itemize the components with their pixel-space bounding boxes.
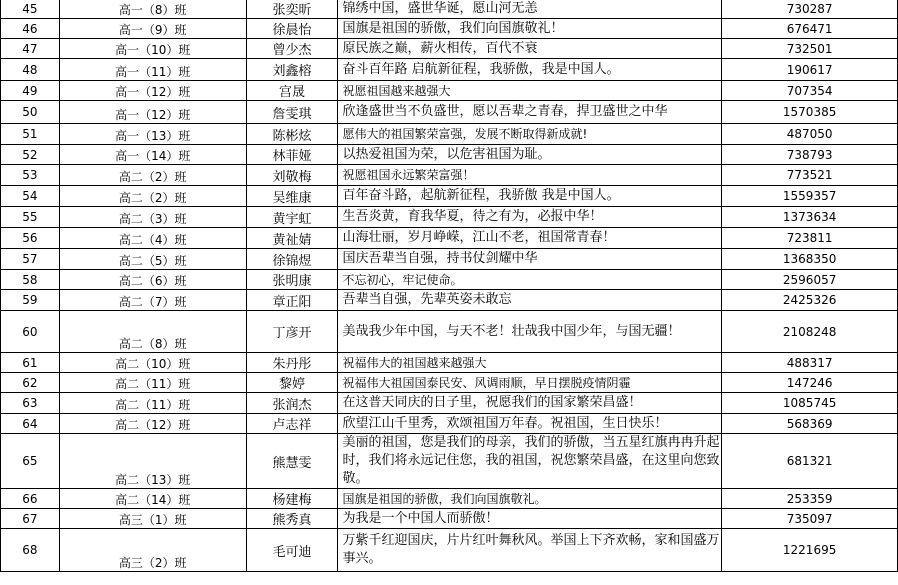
table-row bbox=[1, 59, 898, 81]
student-name: 刘鑫榕 bbox=[246, 59, 338, 81]
vote-count: 1368350 bbox=[722, 249, 898, 270]
greeting-message: 祝愿祖国永远繁荣富强！ bbox=[338, 165, 722, 186]
vote-count: 773521 bbox=[722, 165, 898, 186]
table-row bbox=[1, 489, 898, 509]
student-name: 章正阳 bbox=[246, 290, 338, 311]
row-number: 65 bbox=[1, 434, 60, 489]
row-number: 55 bbox=[1, 207, 60, 228]
vote-count: 1221695 bbox=[722, 529, 898, 572]
greeting-message: 祝愿祖国越来越强大 bbox=[338, 81, 722, 101]
student-name: 张润杰 bbox=[246, 393, 338, 414]
student-name: 丁彦开 bbox=[246, 311, 338, 353]
table-row bbox=[1, 165, 898, 186]
student-name: 卢志祥 bbox=[246, 414, 338, 434]
class-name: 高二（8）班 bbox=[59, 311, 246, 353]
vote-count: 2425326 bbox=[722, 290, 898, 311]
greeting-message: 祝福伟大的祖国越来越强大 bbox=[338, 353, 722, 373]
row-number: 52 bbox=[1, 145, 60, 165]
student-name: 吴维康 bbox=[246, 186, 338, 207]
table-row bbox=[1, 81, 898, 101]
vote-count: 488317 bbox=[722, 353, 898, 373]
vote-count: 1373634 bbox=[722, 207, 898, 228]
student-name: 黎婷 bbox=[246, 373, 338, 393]
student-name: 林菲娅 bbox=[246, 145, 338, 165]
vote-count: 732501 bbox=[722, 39, 898, 59]
class-name: 高一（12）班 bbox=[59, 81, 246, 101]
table-row bbox=[1, 373, 898, 393]
row-number: 53 bbox=[1, 165, 60, 186]
row-number: 59 bbox=[1, 290, 60, 311]
greeting-message: 原民族之巅，薪火相传，百代不衰 bbox=[338, 39, 722, 59]
vote-count: 147246 bbox=[722, 373, 898, 393]
vote-count: 723811 bbox=[722, 228, 898, 249]
table-row bbox=[1, 249, 898, 270]
table-row bbox=[1, 145, 898, 165]
row-number: 49 bbox=[1, 81, 60, 101]
table-row bbox=[1, 414, 898, 434]
table-row bbox=[1, 434, 898, 489]
class-name: 高一（8）班 bbox=[59, 0, 246, 19]
greeting-message: 百年奋斗路，起航新征程，我骄傲 我是中国人。 bbox=[338, 186, 722, 207]
table-row bbox=[1, 311, 898, 353]
row-number: 66 bbox=[1, 489, 60, 509]
row-number: 57 bbox=[1, 249, 60, 270]
greeting-message: 生吾炎黄，育我华夏，待之有为，必报中华！ bbox=[338, 207, 722, 228]
table-row bbox=[1, 19, 898, 39]
row-number: 67 bbox=[1, 509, 60, 529]
student-name: 徐晨怡 bbox=[246, 19, 338, 39]
student-name: 毛可迪 bbox=[246, 529, 338, 572]
class-name: 高一（13）班 bbox=[59, 124, 246, 145]
vote-count: 2596057 bbox=[722, 270, 898, 290]
class-name: 高二（2）班 bbox=[59, 165, 246, 186]
vote-count: 676471 bbox=[722, 19, 898, 39]
class-name: 高二（2）班 bbox=[59, 186, 246, 207]
row-number: 50 bbox=[1, 101, 60, 124]
greeting-message: 为我是一个中国人而骄傲！ bbox=[338, 509, 722, 529]
row-number: 54 bbox=[1, 186, 60, 207]
class-name: 高二（11）班 bbox=[59, 373, 246, 393]
table-row bbox=[1, 228, 898, 249]
student-name: 陈彬炫 bbox=[246, 124, 338, 145]
row-number: 47 bbox=[1, 39, 60, 59]
table-row bbox=[1, 101, 898, 124]
row-number: 56 bbox=[1, 228, 60, 249]
vote-count: 738793 bbox=[722, 145, 898, 165]
class-name: 高二（11）班 bbox=[59, 393, 246, 414]
table-row bbox=[1, 39, 898, 59]
class-name: 高一（11）班 bbox=[59, 59, 246, 81]
student-name: 张奕昕 bbox=[246, 0, 338, 19]
student-name: 徐锦煜 bbox=[246, 249, 338, 270]
table-row bbox=[1, 0, 898, 19]
class-name: 高二（12）班 bbox=[59, 414, 246, 434]
student-name: 刘敬梅 bbox=[246, 165, 338, 186]
table-row bbox=[1, 207, 898, 228]
vote-count: 1570385 bbox=[722, 101, 898, 124]
class-name: 高三（1）班 bbox=[59, 509, 246, 529]
row-number: 62 bbox=[1, 373, 60, 393]
class-name: 高一（9）班 bbox=[59, 19, 246, 39]
vote-count: 2108248 bbox=[722, 311, 898, 353]
greeting-message: 不忘初心，牢记使命。 bbox=[338, 270, 722, 290]
vote-count: 735097 bbox=[722, 509, 898, 529]
greeting-message: 奋斗百年路 启航新征程，我骄傲，我是中国人。 bbox=[338, 59, 722, 81]
table-row bbox=[1, 353, 898, 373]
class-name: 高一（14）班 bbox=[59, 145, 246, 165]
row-number: 51 bbox=[1, 124, 60, 145]
greeting-message: 愿伟大的祖国繁荣富强，发展不断取得新成就! bbox=[338, 124, 722, 145]
vote-count: 568369 bbox=[722, 414, 898, 434]
row-number: 61 bbox=[1, 353, 60, 373]
student-name: 熊慧雯 bbox=[246, 434, 338, 489]
class-name: 高一（12）班 bbox=[59, 101, 246, 124]
vote-count: 730287 bbox=[722, 0, 898, 19]
student-name: 黄宇虹 bbox=[246, 207, 338, 228]
greeting-message: 万紫千红迎国庆，片片红叶舞秋风。举国上下齐欢畅，家和国盛万事兴。 bbox=[338, 529, 722, 572]
greeting-message: 国庆吾辈当自强，持书仗剑耀中华 bbox=[338, 249, 722, 270]
table-row bbox=[1, 186, 898, 207]
row-number: 64 bbox=[1, 414, 60, 434]
student-name: 张明康 bbox=[246, 270, 338, 290]
student-name: 曾少杰 bbox=[246, 39, 338, 59]
student-name: 杨建梅 bbox=[246, 489, 338, 509]
class-name: 高二（5）班 bbox=[59, 249, 246, 270]
class-name: 高二（14）班 bbox=[59, 489, 246, 509]
row-number: 45 bbox=[1, 0, 60, 19]
greeting-message: 美丽的祖国，您是我们的母亲，我们的骄傲，当五星红旗冉冉升起时，我们将永远记住您，我的祖国，祝您繁荣昌盛，在这里向您致敬。 bbox=[338, 434, 722, 489]
row-number: 48 bbox=[1, 59, 60, 81]
vote-count: 253359 bbox=[722, 489, 898, 509]
class-name: 高二（3）班 bbox=[59, 207, 246, 228]
table-row bbox=[1, 270, 898, 290]
greetings-table-body bbox=[1, 0, 898, 572]
student-name: 黄祉婧 bbox=[246, 228, 338, 249]
class-name: 高二（6）班 bbox=[59, 270, 246, 290]
student-name: 朱丹彤 bbox=[246, 353, 338, 373]
vote-count: 190617 bbox=[722, 59, 898, 81]
vote-count: 1559357 bbox=[722, 186, 898, 207]
vote-count: 1085745 bbox=[722, 393, 898, 414]
greeting-message: 欣望江山千里秀，欢颂祖国万年春。祝祖国，生日快乐！ bbox=[338, 414, 722, 434]
greeting-message: 欣逢盛世当不负盛世，愿以吾辈之青春，捍卫盛世之中华 bbox=[338, 101, 722, 124]
class-name: 高二（4）班 bbox=[59, 228, 246, 249]
student-name: 宫晟 bbox=[246, 81, 338, 101]
vote-count: 707354 bbox=[722, 81, 898, 101]
table-row bbox=[1, 290, 898, 311]
greeting-message: 在这普天同庆的日子里，祝愿我们的国家繁荣昌盛！ bbox=[338, 393, 722, 414]
table-row bbox=[1, 509, 898, 529]
table-row bbox=[1, 393, 898, 414]
row-number: 46 bbox=[1, 19, 60, 39]
row-number: 58 bbox=[1, 270, 60, 290]
student-name: 詹雯琪 bbox=[246, 101, 338, 124]
greeting-message: 祝福伟大祖国国泰民安、风调雨顺，早日摆脱疫情阴霾 bbox=[338, 373, 722, 393]
greeting-message: 国旗是祖国的骄傲，我们向国旗敬礼！ bbox=[338, 19, 722, 39]
class-name: 高二（7）班 bbox=[59, 290, 246, 311]
greeting-message: 锦绣中国，盛世华诞，愿山河无恙 bbox=[338, 0, 722, 19]
greeting-message: 国旗是祖国的骄傲，我们向国旗敬礼。 bbox=[338, 489, 722, 509]
row-number: 68 bbox=[1, 529, 60, 572]
greeting-message: 以热爱祖国为荣，以危害祖国为耻。 bbox=[338, 145, 722, 165]
class-name: 高二（13）班 bbox=[59, 434, 246, 489]
vote-count: 681321 bbox=[722, 434, 898, 489]
table-row bbox=[1, 124, 898, 145]
student-name: 熊秀真 bbox=[246, 509, 338, 529]
class-name: 高二（10）班 bbox=[59, 353, 246, 373]
table-row bbox=[1, 529, 898, 572]
row-number: 63 bbox=[1, 393, 60, 414]
row-number: 60 bbox=[1, 311, 60, 353]
class-name: 高三（2）班 bbox=[59, 529, 246, 572]
greeting-message: 吾辈当自强，先辈英姿未敢忘 bbox=[338, 290, 722, 311]
greeting-message: 山海壮丽，岁月峥嵘，江山不老，祖国常青春！ bbox=[338, 228, 722, 249]
greeting-message: 美哉我少年中国，与天不老！壮哉我中国少年，与国无疆！ bbox=[338, 311, 722, 353]
vote-count: 487050 bbox=[722, 124, 898, 145]
class-name: 高一（10）班 bbox=[59, 39, 246, 59]
